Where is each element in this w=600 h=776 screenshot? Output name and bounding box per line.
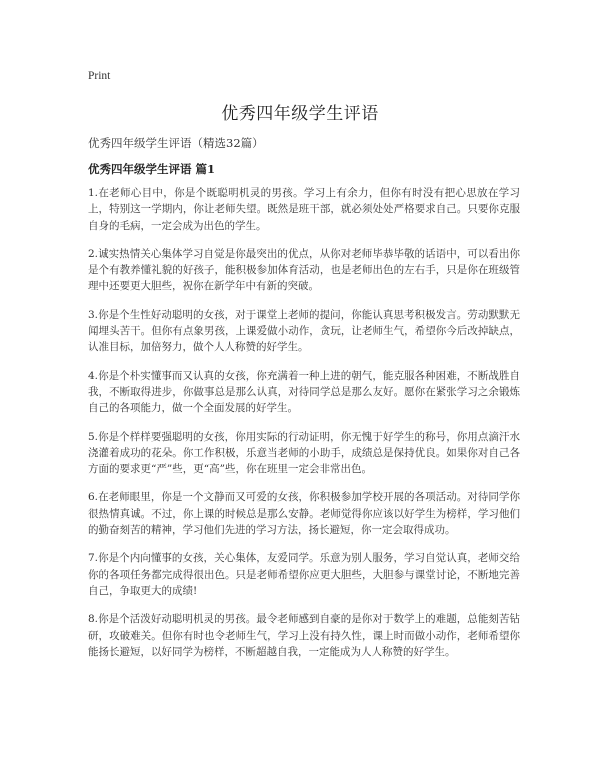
print-link[interactable]: Print (88, 70, 111, 82)
page-title: 优秀四年级学生评语 (221, 104, 379, 124)
comment-paragraph-4: 4.你是个朴实懂事而又认真的女孩，你充满着一种上进的朝气，能克服各种困难，不断战胜自我，不断取得进步，你做事总是那么认真，对待同学总是那么友好。愿你在紧张学习之余锻炼自己的各项能力，做一个全面发展的好学生。 (88, 369, 520, 415)
comment-paragraph-5: 5.你是个样样要强聪明的女孩，你用实际的行动证明，你无愧于好学生的称号，你用点滴汗水浇灌着成功的花朵。你工作积极，乐意当老师的小助手，成绩总是保持优良。如果你对自己各方面的要求更“严”些，更“高”些，你在班里一定会非常出色。 (88, 430, 520, 476)
document-subtitle: 优秀四年级学生评语（精选32篇） (88, 136, 264, 150)
comment-paragraph-1: 1.在老师心目中，你是个既聪明机灵的男孩。学习上有余力，但你有时没有把心思放在学习上，特别这一学期内，你让老师失望。既然是班干部，就必须处处严格要求自己。只要你克服自身的毛病，一定会成为出色的学生。 (88, 187, 520, 232)
comment-paragraph-6: 6.在老师眼里，你是一个文静而又可爱的女孩，你积极参加学校开展的各项活动。对待同学你很热情真诚。不过，你上课的时候总是那么安静。老师觉得你应该以好学生为榜样，学习他们的勤奋刻苦的精神，学习他们先进的学习方法，扬长避短，你一定会取得成功。 (88, 491, 520, 537)
comment-paragraph-2: 2.诚实热情关心集体学习自觉是你最突出的优点，从你对老师毕恭毕敬的话语中，可以看出你是个有教养懂礼貌的好孩子，能积极参加体育活动，也是老师出色的左右手，只是你在班级管理中还要更大胆些，祝你在新学年中有新的突破。 (88, 247, 520, 293)
section-heading: 优秀四年级学生评语 篇1 (88, 162, 216, 176)
article-body (88, 185, 520, 672)
comment-paragraph-3: 3.你是个生性好动聪明的女孩，对于课堂上老师的提问，你能认真思考积极发言。劳动默默无闻埋头苦干。但你有点象男孩，上课爱做小动作，贪玩，让老师生气，希望你今后改掉缺点，认准目标，加倍努力，做个人人称赞的好学生。 (88, 308, 520, 354)
comment-paragraph-7: 7.你是个内向懂事的女孩，关心集体，友爱同学。乐意为别人服务，学习自觉认真，老师交给你的各项任务都完成得很出色。只是老师希望你应更大胆些，大胆参与课堂讨论，不断地完善自己，争取更大的成绩! (88, 552, 520, 597)
comment-paragraph-8: 8.你是个活泼好动聪明机灵的男孩。最令老师感到自豪的是你对于数学上的难题，总能刻苦钻研，攻破难关。但你有时也令老师生气，学习上没有持久性，课上时而做小动作，老师希望你能扬长避短，以好同学为榜样，不断超越自我，一定能成为人人称赞的好学生。 (88, 613, 520, 658)
